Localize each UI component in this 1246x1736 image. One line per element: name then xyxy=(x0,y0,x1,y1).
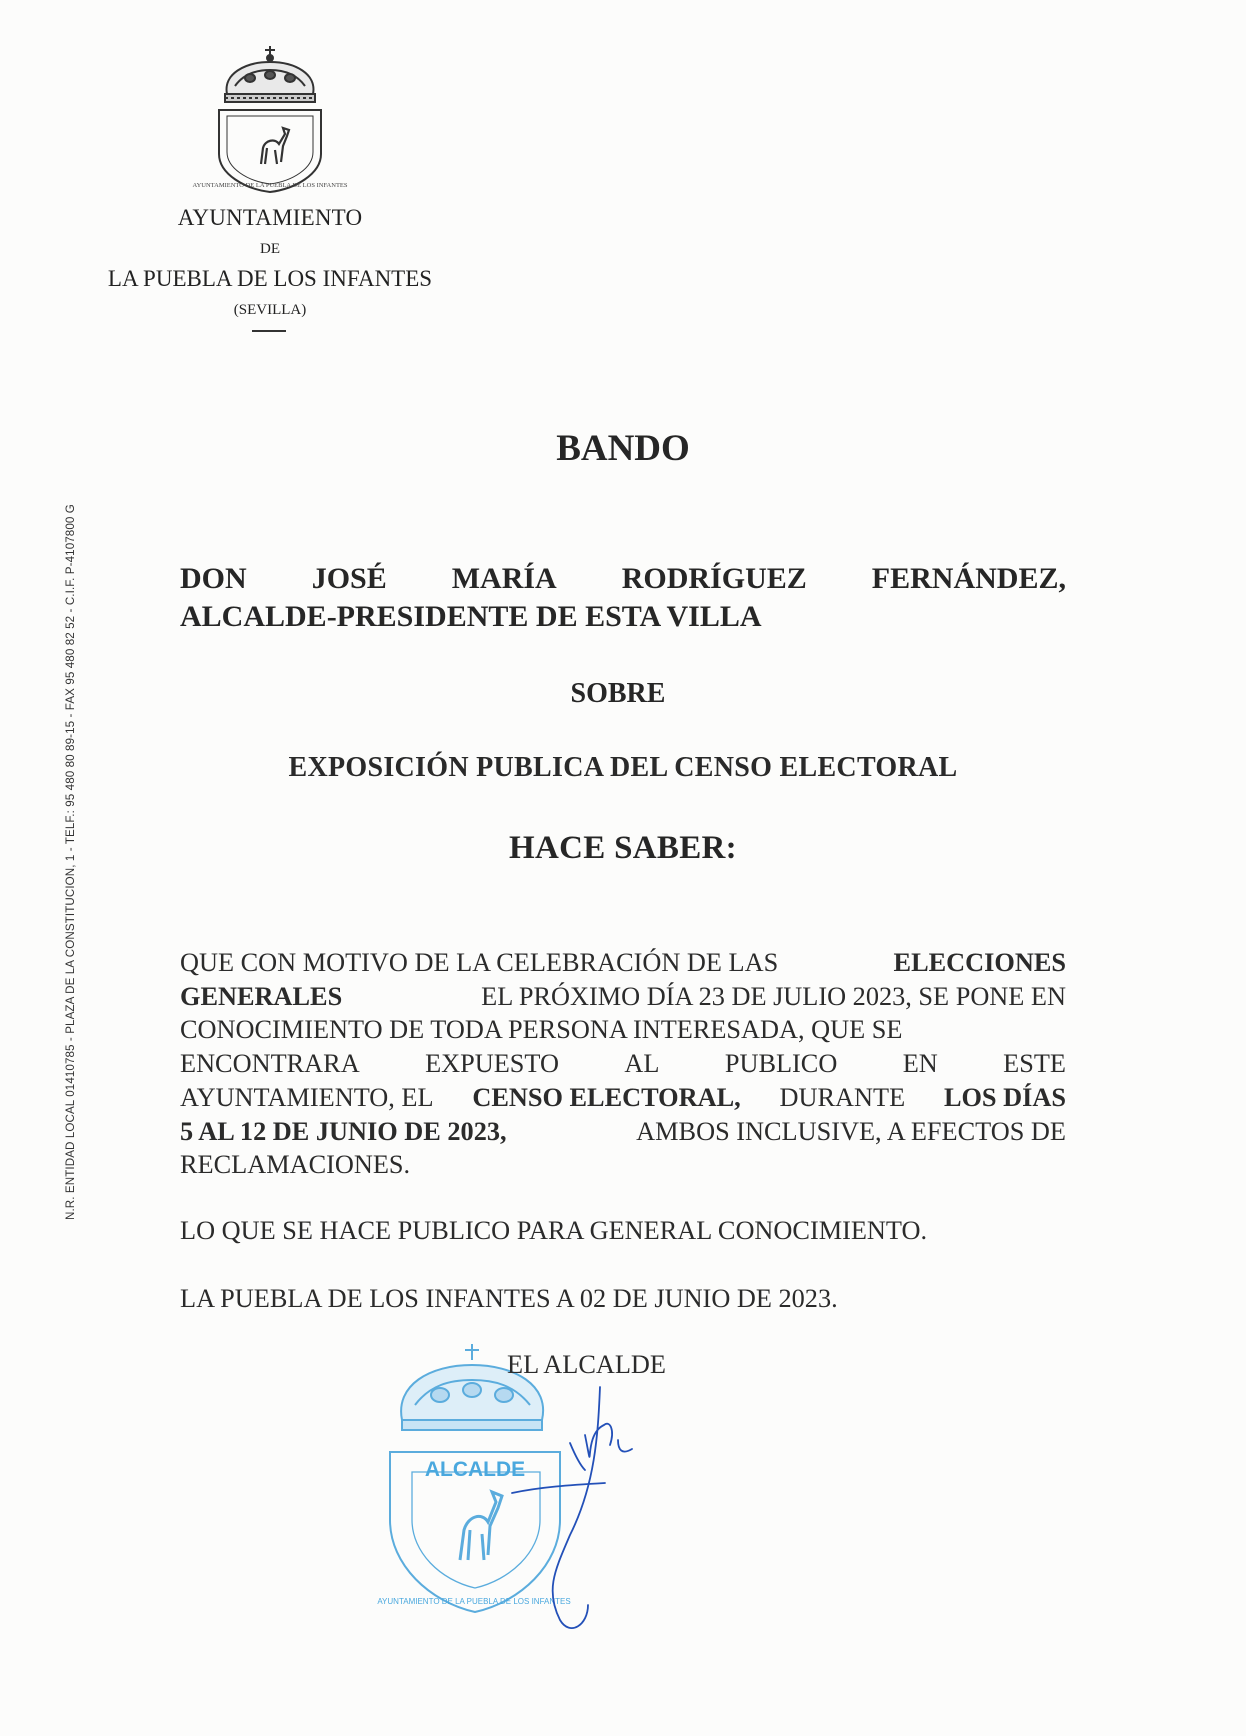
body-word: PUBLICO xyxy=(724,1049,838,1079)
body-bold-text: 5 AL 12 DE JUNIO DE 2023, xyxy=(180,1116,507,1146)
body-bold-text: LOS DÍAS xyxy=(943,1082,1066,1112)
org-name-line3: LA PUEBLA DE LOS INFANTES xyxy=(107,266,433,291)
body-word: EN xyxy=(902,1049,938,1079)
body-word: EXPUESTO xyxy=(425,1049,560,1079)
org-name-line1: AYUNTAMIENTO xyxy=(177,205,363,230)
mayor-word: DON xyxy=(180,562,247,595)
body-text: CONOCIMIENTO DE TODA PERSONA INTERESADA, QUE SE xyxy=(180,1015,903,1045)
body-word: ENCONTRARA xyxy=(180,1049,360,1079)
body-bold-text: ELECCIONES xyxy=(893,948,1066,977)
place-and-date: LA PUEBLA DE LOS INFANTES A 02 DE JUNIO DE 2023. xyxy=(180,1284,838,1313)
subject-heading: EXPOSICIÓN PUBLICA DEL CENSO ELECTORAL xyxy=(288,752,958,783)
body-word: AL xyxy=(624,1049,660,1079)
svg-text:AYUNTAMIENTO DE LA PUEBLA DE L: AYUNTAMIENTO DE LA PUEBLA DE LOS INFANTES xyxy=(377,1597,571,1606)
closing-statement: LO QUE SE HACE PUBLICO PARA GENERAL CONOCIMIENTO. xyxy=(180,1216,928,1245)
mayor-title: ALCALDE-PRESIDENTE DE ESTA VILLA xyxy=(180,600,762,633)
svg-text:AYUNTAMIENTO DE LA PUEBLA DE L: AYUNTAMIENTO DE LA PUEBLA DE LOS INFANTES xyxy=(192,182,348,189)
body-text: AYUNTAMIENTO, EL xyxy=(180,1082,434,1112)
body-bold-text: CENSO ELECTORAL, xyxy=(472,1082,741,1112)
svg-text:ALCALDE: ALCALDE xyxy=(424,1458,526,1481)
body-text: EL PRÓXIMO DÍA 23 DE JULIO 2023, SE PONE EN xyxy=(481,981,1066,1011)
announcement-body xyxy=(180,946,1066,1182)
sobre-heading: SOBRE xyxy=(570,678,666,709)
document-title: BANDO xyxy=(556,428,690,469)
org-name-line4: (SEVILLA) xyxy=(233,302,307,318)
signer-title: EL ALCALDE xyxy=(507,1350,666,1379)
mayor-word: MARÍA xyxy=(451,562,557,595)
handwritten-signature-icon xyxy=(500,1375,670,1635)
side-contact-info: N.R. ENTIDAD LOCAL 01410785 - PLAZA DE LA CONSTITUCION, 1 - TELF.: 95 480 80 89-15 - FAX 95 480 82 52 - C.I.F. P-4107800 G xyxy=(64,504,77,1220)
mayor-word: RODRÍGUEZ xyxy=(621,562,807,595)
mayor-word: JOSÉ xyxy=(311,562,387,595)
org-name-line2: DE xyxy=(260,241,280,257)
body-bold-text: GENERALES xyxy=(180,981,343,1011)
body-text: DURANTE xyxy=(779,1082,906,1112)
body-text: AMBOS INCLUSIVE, A EFECTOS DE xyxy=(636,1116,1066,1146)
body-text: RECLAMACIONES. xyxy=(180,1150,411,1180)
mayor-word: FERNÁNDEZ, xyxy=(871,562,1066,595)
municipal-crest-icon xyxy=(192,44,348,194)
body-word: ESTE xyxy=(1003,1049,1066,1079)
header-divider xyxy=(252,330,286,332)
body-text: QUE CON MOTIVO DE LA CELEBRACIÓN DE LAS xyxy=(180,948,779,977)
hace-saber-heading: HACE SABER: xyxy=(509,830,737,866)
mayor-heading xyxy=(180,560,1066,636)
